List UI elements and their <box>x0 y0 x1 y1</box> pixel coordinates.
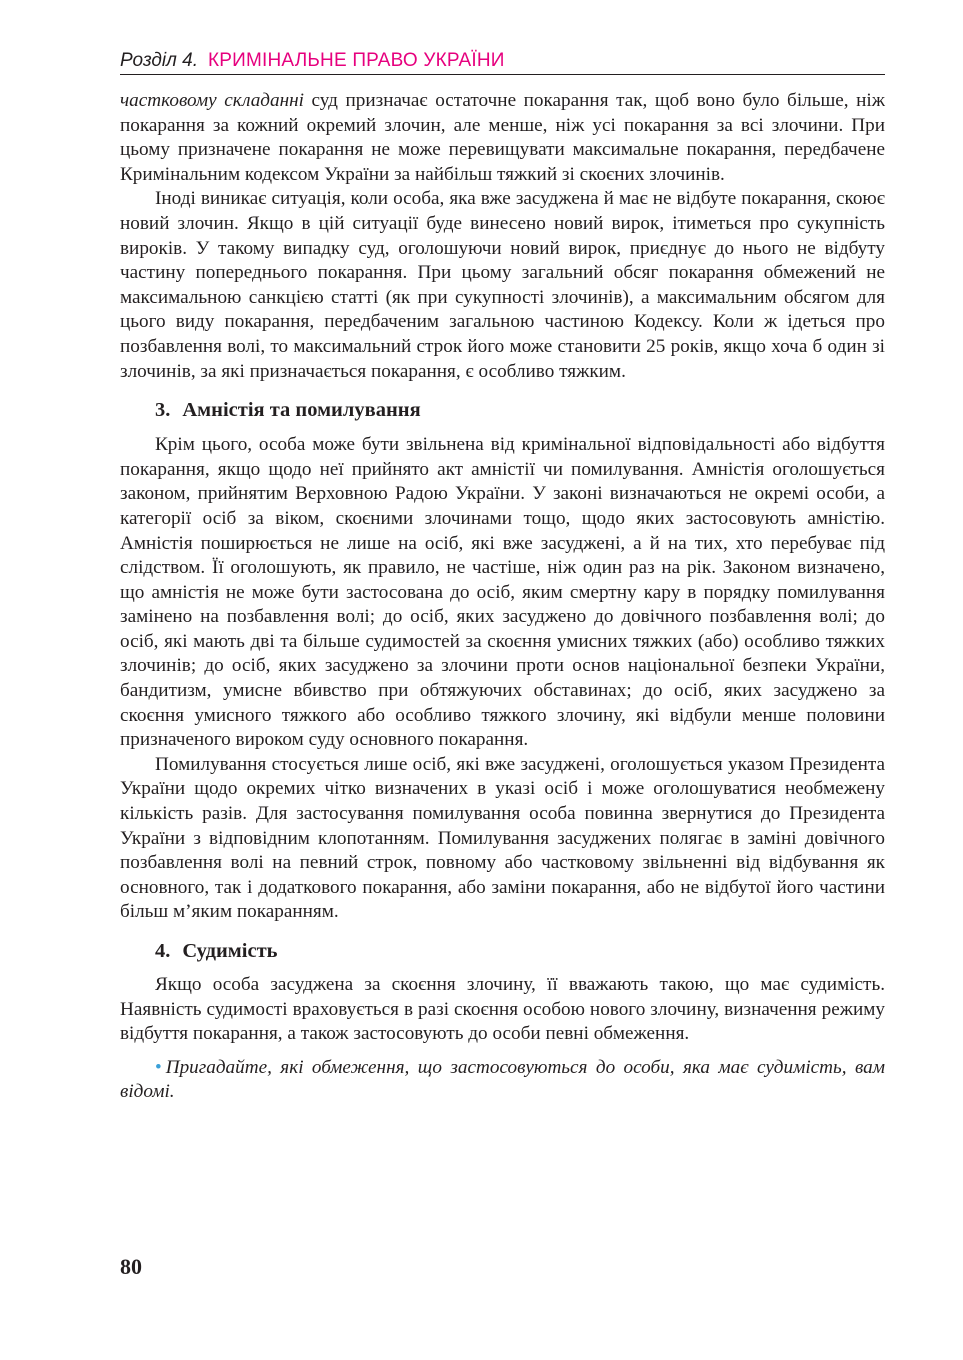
section-heading-amnesty <box>120 397 885 423</box>
running-header <box>120 50 885 75</box>
task-question <box>120 1056 885 1105</box>
page-number: 80 <box>120 1254 142 1279</box>
paragraph-pardon: Помилування стосується лише осіб, які вже засуджені, оголошується указом Президента України щодо окремих чітко визначених в указі осіб і може оголошуватися необмежену кількість разів. Для застосування помилування особа повинна звернутися до Президента України з відповідним клопотанням. Помилування засуджених полягає в заміні довічного позбавлення волі на певний строк, повному або частковому звільненні від відбування як основного, так і додаткового покарання, або заміни покарання, або не відбутої його частини більш м’яким покаранням. <box>120 753 885 923</box>
paragraph-criminal-record: Якщо особа засуджена за скоєння злочину, її вважають такою, що має судимість. Наявність судимості враховується в разі скоєння особою нового злочину, визначення режиму відбуття покарання, а також застосовують до особи певні обмеження. <box>120 974 885 1045</box>
paragraph-continued <box>120 89 885 187</box>
paragraph-italic-start: частковому складанні <box>120 90 304 111</box>
section-title: Судимість <box>182 940 278 962</box>
section-number: 4. <box>155 940 171 962</box>
paragraph-text: суд призначає остаточне покарання так, щоб воно було більше, ніж покарання за кожний окремий злочин, але менше, ніж усі покарання за всі злочини. При цьому призначене покарання не може перевищувати максимальне покарання, передбачене Кримінальним кодексом України за найбільш тяжкий зі скоєних злочинів. <box>120 90 885 185</box>
header-chapter-title: КРИМІНАЛЬНЕ ПРАВО УКРАЇНИ <box>208 50 505 71</box>
section-title: Амністія та помилування <box>182 399 421 422</box>
paragraph-cumulative-sentences: Іноді виникає ситуація, коли особа, яка вже засуджена й має не відбуте покарання, скоює новий злочин. Якщо в цій ситуації буде винесено новий вирок, ітиметься про сукупність вироків. У такому випадку суд, оголошуючи новий вирок, приєднує до нього не відбуту частину попереднього покарання. При цьому загальний обсяг покарання обмежений не максимальною санкцією статті (як при сукупності злочинів), а максимальним обсягом для цього виду покарання, передбаченим загальною частиною Кодексу. Коли ж ідеться про позбавлення волі, то максимальний строк його може становити 25 років, якщо хоча б один зі злочинів, за які призначається покарання, є особливо тяжким. <box>120 188 885 382</box>
task-text: Пригадайте, які обмеження, що застосовуються до особи, яка має судимість, вам відомі. <box>120 1056 885 1103</box>
bullet-icon: • <box>155 1056 162 1078</box>
page-body <box>120 89 885 1105</box>
section-number: 3. <box>155 399 171 422</box>
paragraph-amnesty: Крім цього, особа може бути звільнена від кримінальної відповідальності або відбуття покарання, якщо щодо неї прийнято акт амністії чи помилування. Амністія оголошується законом, прийнятим Верховною Радою України. У законі визначаються не окремі особи, а категорії осіб за віком, скоєними злочинами тощо, щодо яких застосовують амністію. Амністія поширюється не лише на осіб, які вже засуджені, а й на тих, хто перебуває під слідством. Її оголошують, як правило, не частіше, ніж один раз на рік. Законом визначено, що амністія не може бути застосована до осіб, яким смертну кару в порядку помилування замінено на позбавлення волі; до осіб, яких засуджено до довічного позбавлення волі; до осіб, які мають дві та більше судимостей за скоєння умисних тяжких (або) особливо тяжких злочинів; до осіб, яких засуджено за злочини проти основ національної безпеки України, бандитизм, умисне вбивство при обтяжуючих обставинах; до осіб, яких засуджено за скоєння умисного тяжкого або особливо тяжкого злочину, які відбули менше половини призначеного вироком суду основного покарання. <box>120 434 885 751</box>
section-heading-criminal-record <box>120 938 885 964</box>
header-section-label: Розділ 4. <box>120 50 198 71</box>
